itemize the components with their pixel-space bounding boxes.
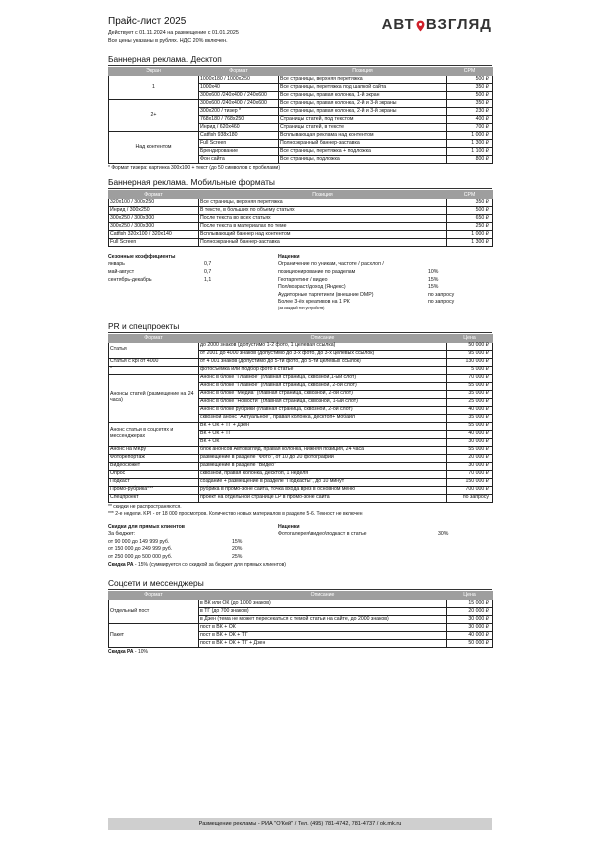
price-cell: 350 ₽: [447, 100, 493, 108]
price-cell: 700 000 ₽: [447, 486, 493, 494]
coefficients-block: [108, 253, 492, 311]
social-header-row: Формат Описание Цена: [109, 591, 493, 599]
discount-row: [108, 538, 278, 546]
format-cell: 320x100 / 300x250: [109, 199, 199, 207]
table-row: [109, 342, 493, 350]
format-cell: 300x250 / 300x300: [109, 215, 199, 223]
table-row: [109, 199, 493, 207]
position-cell: Все страницы, перетяжка + подложка: [279, 148, 447, 156]
price-cell: 70 000 ₽: [447, 374, 493, 382]
social-table: [108, 591, 493, 648]
table-row: [109, 358, 493, 366]
price-cell: 500 ₽: [447, 207, 493, 215]
item-value: 15%: [428, 276, 439, 283]
social-ra-discount: Скидка РА - 10%: [108, 648, 148, 655]
price-cell: 40 000 ₽: [447, 631, 493, 639]
format-cell: 300x250 / 300x300: [109, 223, 199, 231]
description-cell: рубрика в промо-зоне сайта, точка входа врез в основном меню: [199, 486, 447, 494]
price-list-page: [108, 16, 492, 655]
format-cell: Инрид / 300x250: [109, 207, 199, 215]
format-cell: Подкаст: [109, 478, 199, 486]
format-cell: 300x600 /240x400 / 240x600: [199, 92, 279, 100]
item-label: Аудиторные таргетинги (внешние DMP): [278, 291, 374, 298]
format-cell: Catfish 320x100 / 320x140: [109, 231, 199, 239]
table-row: [109, 207, 493, 215]
description-cell: от 2001 до 4000 знаков (допустимо до 3-х фото, до 3-х целевых ссылок): [199, 350, 447, 358]
position-cell: Полноэкранный баннер-заставка: [199, 239, 447, 247]
item-value: 15%: [428, 284, 439, 291]
desktop-heading: Баннерная реклама. Десктоп: [108, 54, 492, 66]
description-cell: пост в ВК + ОК: [199, 623, 447, 631]
description-cell: Анонс в блоке "Новости" (главная страница, сквозной, 1-ый слот): [199, 398, 447, 406]
item-value: 15%: [232, 538, 243, 545]
description-cell: от 4 001 знаков (допустимо до 5-ти фото, до 5-ти целевых ссылок): [199, 358, 447, 366]
contacts-footer: Размещение рекламы - РИА "О'Кей" / Тел. (495) 781-4742, 781-4737 / ok.mk.ru: [108, 818, 492, 830]
table-row: [109, 132, 493, 140]
table-row: [109, 470, 493, 478]
position-cell: Все страницы, правая колонка, 1-й экран: [279, 92, 447, 100]
format-cell: Catfish 938x180: [199, 132, 279, 140]
format-cell: 300x600 /240x400 / 240x600: [199, 100, 279, 108]
seasonal-row: [108, 276, 278, 284]
mobile-header-row: Формат Позиция CPM: [109, 191, 493, 199]
price-cell: 20 000 ₽: [447, 454, 493, 462]
item-label: Более 3-ёх креативов на 1 РК: [278, 299, 350, 306]
position-cell: После текста в материалах по теме: [199, 223, 447, 231]
pr-table: [108, 334, 493, 503]
format-cell: 1000x180 / 1000x250: [199, 76, 279, 84]
table-row: [109, 623, 493, 631]
format-cell: Статья: [109, 342, 199, 358]
description-cell: создание + размещение в разделе "Подкасты", до 10 минут: [199, 478, 447, 486]
description-cell: в ТГ (до 700 знаков): [199, 607, 447, 615]
item-label: Пол/возраст/доход (Яндекс): [278, 284, 346, 291]
item-label: Геотаргетинг / видео: [278, 276, 328, 283]
discount-row: [108, 553, 278, 561]
markup-row: [278, 261, 492, 269]
table-row: [109, 215, 493, 223]
price-cell: 1 000 ₽: [447, 231, 493, 239]
price-cell: 700 ₽: [447, 124, 493, 132]
seasonal-row: [108, 261, 278, 269]
page-title: Прайс-лист 2025: [108, 16, 187, 27]
item-value: 1,1: [204, 276, 212, 283]
direct-markups: Наценки Фотогалерея\видео\подкаст в статье 30%: [278, 523, 449, 538]
price-cell: 15 000 ₽: [447, 599, 493, 607]
format-cell: Анонс на МКру: [109, 446, 199, 454]
price-cell: 130 000 ₽: [447, 358, 493, 366]
description-cell: Анонс в блоке "Медиа" (главная страница, сквозной, 2-ой слот): [199, 390, 447, 398]
description-cell: пост в ВК + ОК + ТГ: [199, 631, 447, 639]
validity-text: Действует с 01.11.2024 на размещение с 01.01.2025 Все цены указаны в рублях. НДС 20% включен.: [108, 30, 239, 44]
pr-heading: PR и спецпроекты: [108, 321, 492, 333]
item-label: май-август: [108, 269, 135, 276]
markup-row: [278, 276, 492, 284]
seasonal-row: [108, 268, 278, 276]
markup-row: [278, 299, 492, 307]
price-cell: 250 ₽: [447, 223, 493, 231]
price-cell: 50 000 ₽: [447, 639, 493, 647]
social-heading: Соцсети и мессенджеры: [108, 578, 492, 590]
description-cell: в ВК или ОК (до 1000 знаков): [199, 599, 447, 607]
description-cell: до 2000 знаков (допустимо 1-2 фото, 1 целевая ссылка): [199, 342, 447, 350]
position-cell: Страницы статей, в тексте: [279, 124, 447, 132]
description-cell: ВК + ОК: [199, 438, 447, 446]
position-cell: Все страницы, правая колонка, 2-й и 3-й экраны: [279, 100, 447, 108]
description-cell: размещение в разделе "Видео": [199, 462, 447, 470]
position-cell: Всплывающий баннер над контентом: [199, 231, 447, 239]
price-cell: 5 000 ₽: [447, 366, 493, 374]
format-cell: 1000x40: [199, 84, 279, 92]
format-cell: Опрос: [109, 470, 199, 478]
item-value: 25%: [232, 553, 243, 560]
price-cell: 40 000 ₽: [447, 406, 493, 414]
price-cell: 20 000 ₽: [447, 607, 493, 615]
document-header: [108, 16, 492, 54]
ra-discount: Скидка РА - 15% (суммируется со скидкой за бюджет для прямых клиентов): [108, 561, 286, 568]
mobile-table: [108, 190, 493, 247]
price-cell: 30 000 ₽: [447, 623, 493, 631]
format-cell: Отдельный пост: [109, 599, 199, 623]
format-cell: Фон сайта: [199, 156, 279, 164]
seasonal-coefficients: Сезонные коэффициенты январь 0,7 май-август 0,7 сентябрь-декабрь 1,1: [108, 253, 278, 311]
description-cell: ВК + ОК + ТГ: [199, 430, 447, 438]
markups-block: Наценки Ограничение по уникам, частоте / расхлоп / позиционирование по разделам 10% Геотаргетинг / видео 15% Пол/возраст/доход (Яндекс) 15% Аудиторные таргетинги (внешние DMP) по запросу Более 3-ёх креативов на 1 РК по запросу (за каждый тип устройств): [278, 253, 492, 311]
table-row: [109, 239, 493, 247]
price-cell: 30 000 ₽: [447, 615, 493, 623]
price-cell: 55 000 ₽: [447, 382, 493, 390]
item-value: 10%: [428, 269, 439, 276]
price-cell: 400 ₽: [447, 116, 493, 124]
price-cell: 350 ₽: [447, 84, 493, 92]
item-value: 0,7: [204, 261, 212, 268]
markup-row: [278, 284, 492, 292]
desktop-table: [108, 67, 493, 164]
table-row: [109, 454, 493, 462]
format-cell: Спецпроект: [109, 494, 199, 502]
description-cell: фотосъёмка или подбор фото к статье: [199, 366, 447, 374]
item-label: от 150 000 до 249 999 руб.: [108, 546, 173, 553]
price-cell: 50 000 ₽: [447, 342, 493, 350]
format-cell: *: [109, 366, 199, 374]
desktop-header-row: Экран Формат Позиция CPM: [109, 68, 493, 76]
price-cell: 500 ₽: [447, 92, 493, 100]
item-label: январь: [108, 261, 125, 268]
description-cell: проект на отдельной странице LP в промо-зоне сайта: [199, 494, 447, 502]
price-cell: 35 000 ₽: [447, 414, 493, 422]
format-cell: Full Screen: [109, 239, 199, 247]
table-row: [109, 223, 493, 231]
description-cell: сквозной анонс "Актуальное", правая колонка, десктоп+ мобайл: [199, 414, 447, 422]
description-cell: в Дзен (тема не может пересекаться с темой статьи на сайте, до 2000 знаков): [199, 615, 447, 623]
item-label: от 90 000 до 149 999 руб.: [108, 538, 170, 545]
direct-clients-block: [108, 523, 492, 561]
price-cell: 1 000 ₽: [447, 132, 493, 140]
table-row: [109, 599, 493, 607]
price-cell: 1 300 ₽: [447, 239, 493, 247]
position-cell: В тексте, в больших по объему статьях: [199, 207, 447, 215]
item-value: 0,7: [204, 269, 212, 276]
price-cell: 55 000 ₽: [447, 422, 493, 430]
price-cell: 30 000 ₽: [447, 438, 493, 446]
description-cell: размещение в разделе "Фото", от 10 до 20 фотографий: [199, 454, 447, 462]
description-cell: блок анонсов Автовзгляд, правая колонка, нижняя позиция, 24 часа: [199, 446, 447, 454]
format-cell: Статья с kpi от 4000: [109, 358, 199, 366]
format-cell: Пакет: [109, 623, 199, 647]
format-cell: Промо-рубрика***: [109, 486, 199, 494]
format-cell: Видеосюжет: [109, 462, 199, 470]
pr-note-1: ** скидки не распространяются.: [108, 503, 182, 510]
price-cell: по запросу: [447, 494, 493, 502]
table-row: [109, 231, 493, 239]
screen-cell: 2+: [109, 100, 199, 132]
price-cell: 35 000 ₽: [447, 390, 493, 398]
position-cell: Все страницы, верхняя перетяжка: [199, 199, 447, 207]
position-cell: Все страницы, подложка: [279, 156, 447, 164]
screen-cell: Над контентом: [109, 132, 199, 164]
price-cell: 25 000 ₽: [447, 398, 493, 406]
pr-note-2: *** 2-е недели. KPI - от 18 000 просмотров. Количество новых материалов в разделе 5-6. Текност не включен: [108, 510, 363, 517]
table-row: [109, 422, 493, 430]
position-cell: Полноэкранный баннер-заставка: [279, 140, 447, 148]
format-cell: Full Screen: [199, 140, 279, 148]
description-cell: сквозной, правая колонка, десктоп, 1 неделя: [199, 470, 447, 478]
position-cell: Все страницы, перетяжка под шапкой сайта: [279, 84, 447, 92]
price-cell: 30 000 ₽: [447, 462, 493, 470]
price-cell: 55 000 ₽: [447, 446, 493, 454]
direct-discounts: Скидки для прямых клиентов За бюджет: от 90 000 до 149 999 руб. 15% от 150 000 до 249 999 руб. 20% от 250 000 до 500 000 руб. 25%: [108, 523, 278, 561]
mobile-heading: Баннерная реклама. Мобильные форматы: [108, 177, 492, 189]
price-cell: 800 ₽: [447, 156, 493, 164]
position-cell: Все страницы, правая колонка, 2-й и 3-й экраны: [279, 108, 447, 116]
position-cell: Страницы статей, под текстом: [279, 116, 447, 124]
item-label: сентябрь-декабрь: [108, 276, 152, 283]
price-cell: 1 100 ₽: [447, 148, 493, 156]
item-value: по запросу: [428, 299, 455, 306]
format-cell: 300x200 / тизер *: [199, 108, 279, 116]
screen-cell: 1: [109, 76, 199, 100]
position-cell: Всплывающая реклама над контентом: [279, 132, 447, 140]
table-row: [109, 494, 493, 502]
price-cell: 350 ₽: [447, 199, 493, 207]
markup-row: [278, 291, 492, 299]
item-label: позиционирование по разделам: [278, 269, 356, 276]
price-cell: 40 000 ₽: [447, 430, 493, 438]
item-value: 20%: [232, 546, 243, 553]
item-label: Ограничение по уникам, частоте / расхлоп /: [278, 261, 384, 268]
description-cell: Анонс в блоке "Главное" (главная страница, сквозной,1-ый слот): [199, 374, 447, 382]
pr-header-row: Формат Описание Цена: [109, 334, 493, 342]
position-cell: После текста во всех статьях: [199, 215, 447, 223]
format-cell: Анонсы статей (размещение на 24 часа): [109, 374, 199, 422]
price-cell: 230 ₽: [447, 108, 493, 116]
teaser-note: * Формат тизера: картинка 300x100 + текст (до 50 символов с пробелами): [108, 165, 280, 172]
format-cell: Анонс статьи в соцсетях и мессенджерах: [109, 422, 199, 446]
description-cell: пост в ВК + ОК + ТГ + Дзен: [199, 639, 447, 647]
description-cell: Анонс в блоке рубрики (главная страница, сквозной, 2-ой слот): [199, 406, 447, 414]
position-cell: Все страницы, верхняя перетяжка: [279, 76, 447, 84]
format-cell: Фоторепортаж: [109, 454, 199, 462]
format-cell: Инрид / 620x460: [199, 124, 279, 132]
item-label: от 250 000 до 500 000 руб.: [108, 553, 173, 560]
price-cell: 150 000 ₽: [447, 478, 493, 486]
markup-row: [278, 268, 492, 276]
price-cell: 500 ₽: [447, 76, 493, 84]
item-value: по запросу: [428, 291, 455, 298]
table-row: [109, 76, 493, 84]
description-cell: Анонс в блоке "Главное" (главная страница, сквозной, 2-ой слот): [199, 382, 447, 390]
brand-logo: АВТ ВЗГЛЯД: [381, 16, 492, 33]
price-cell: 1 300 ₽: [447, 140, 493, 148]
description-cell: ВК + ОК + ТГ + Дзен: [199, 422, 447, 430]
price-cell: 70 000 ₽: [447, 470, 493, 478]
table-row: [109, 100, 493, 108]
price-cell: 650 ₽: [447, 215, 493, 223]
discount-row: [108, 546, 278, 554]
map-pin-icon: [416, 19, 425, 31]
format-cell: Брендирование: [199, 148, 279, 156]
price-cell: 95 000 ₽: [447, 350, 493, 358]
format-cell: 768x180 / 768x250: [199, 116, 279, 124]
